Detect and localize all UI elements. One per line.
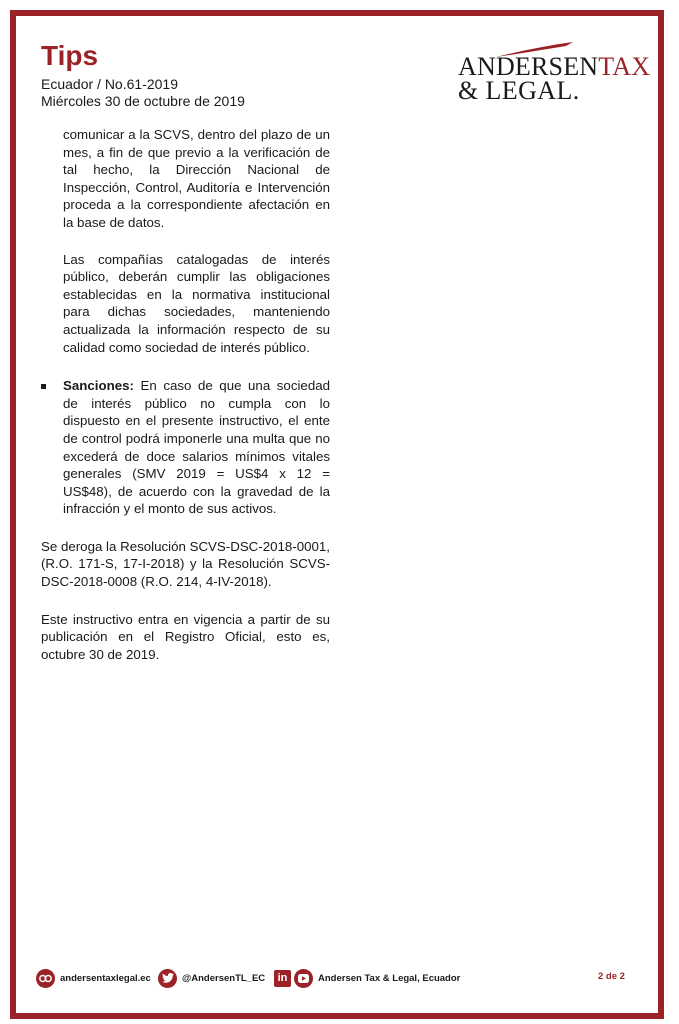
link-icon bbox=[36, 969, 55, 988]
issue-date: Miércoles 30 de octubre de 2019 bbox=[41, 93, 245, 109]
body-paragraph-4: Este instructivo entra en vigencia a partir de su publicación en el Registro Oficial, esto es, octubre 30 de 2019. bbox=[41, 611, 330, 662]
page-title: Tips bbox=[41, 40, 99, 71]
bullet-sanciones bbox=[41, 377, 330, 518]
andersen-logo bbox=[458, 40, 651, 105]
logo-line-2: & LEGAL. bbox=[458, 76, 580, 105]
bullet-label: Sanciones: bbox=[63, 378, 134, 394]
body-paragraph-2: Las compañías catalogadas de interés público, deberán cumplir las obligaciones establecidas en la normativa institucional para dichas sociedades, manteniendo actualizada la información respecto de su calidad como sociedad de interés público. bbox=[63, 251, 330, 355]
linkedin-icon: in bbox=[274, 970, 291, 987]
bullet-paragraph bbox=[63, 377, 330, 518]
footer-company-text: Andersen Tax & Legal, Ecuador bbox=[318, 972, 461, 984]
page-number: 2 de 2 bbox=[598, 971, 625, 982]
square-bullet-icon bbox=[41, 384, 46, 389]
youtube-icon bbox=[294, 969, 313, 988]
footer-website-text: andersentaxlegal.ec bbox=[60, 972, 151, 984]
issue-number: Ecuador / No.61-2019 bbox=[41, 76, 178, 92]
footer-twitter[interactable] bbox=[158, 966, 265, 990]
body-paragraph-3: Se deroga la Resolución SCVS-DSC-2018-0001, (R.O. 171-S, 17-I-2018) y la Resolución SCVS-DSC-2018-0008 (R.O. 214, 4-IV-2018). bbox=[41, 538, 330, 590]
body-paragraph-1: comunicar a la SCVS, dentro del plazo de un mes, a fin de que previo a la verificación de tal hecho, la Dirección Nacional de Inspección, Control, Auditoría e Intervención proceda a la correspondiente afectación en la base de datos. bbox=[63, 127, 330, 230]
main-content bbox=[41, 126, 330, 663]
footer-twitter-text: @AndersenTL_EC bbox=[182, 972, 266, 984]
logo-andersen: ANDERSEN bbox=[458, 52, 599, 81]
footer-linkedin-youtube[interactable] bbox=[274, 966, 460, 990]
bullet-text: En caso de que una sociedad de interés público no cumpla con lo dispuesto en el presente instructivo, el ente de control podrá imponerle una multa que no excederá de doce salarios mínimos vitales generales (SMV 2019 = US$4 x 12 = US$48), de acuerdo con la gravedad de la infracción y el monto de sus activos. bbox=[63, 378, 330, 517]
logo-tax: TAX bbox=[598, 52, 651, 81]
footer-website[interactable] bbox=[36, 966, 151, 990]
twitter-icon bbox=[158, 969, 177, 988]
footer bbox=[0, 966, 679, 990]
